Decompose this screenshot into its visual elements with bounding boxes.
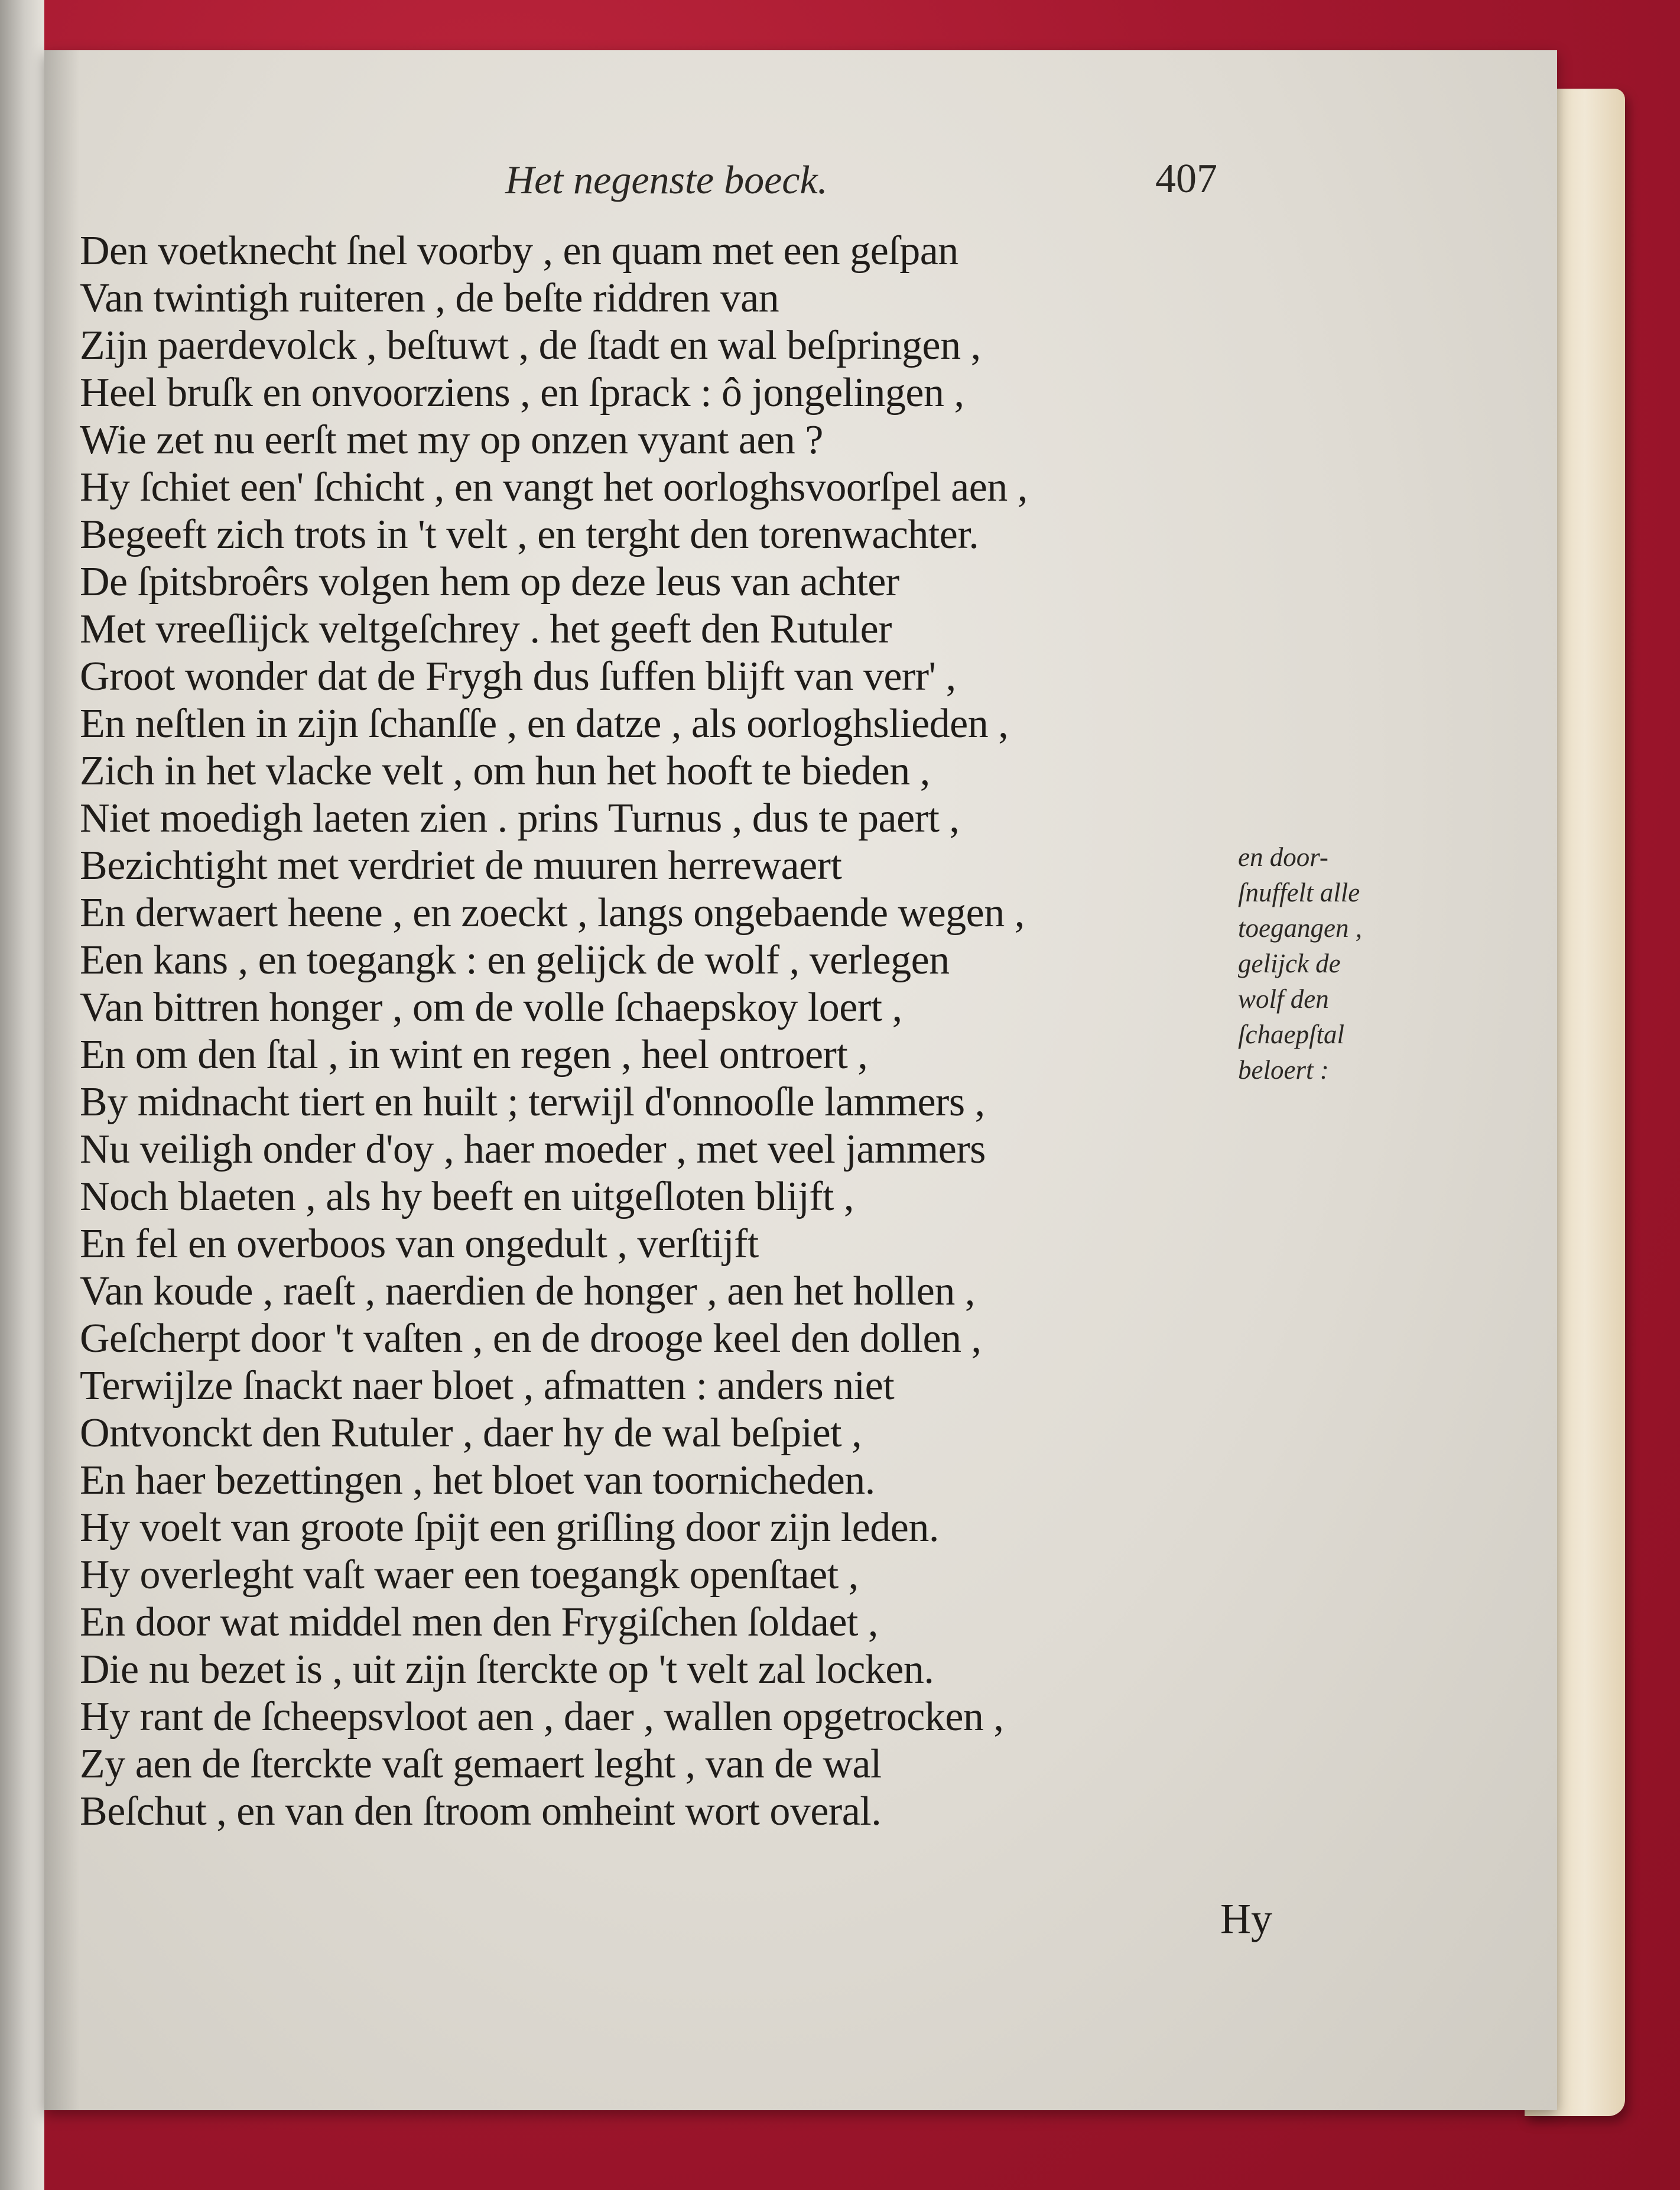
verse-line: Zy aen de ſterckte vaſt gemaert leght , van de wal bbox=[80, 1741, 882, 1787]
verse-line: Begeeft zich trots in 't velt , en terght den torenwachter. bbox=[80, 512, 979, 557]
verse-line: Beſchut , en van den ſtroom omheint wort overal. bbox=[80, 1789, 882, 1834]
book-page bbox=[44, 50, 1557, 2110]
gutter-shadow bbox=[44, 50, 80, 2110]
catchword: Hy bbox=[1220, 1895, 1272, 1942]
page-number: 407 bbox=[1155, 156, 1217, 202]
marginal-note-line: toegangen , bbox=[1238, 913, 1362, 943]
verse-line: Zijn paerdevolck , beſtuwt , de ſtadt en wal beſpringen , bbox=[80, 323, 981, 368]
verse-line: En door wat middel men den Frygiſchen ſoldaet , bbox=[80, 1599, 878, 1645]
verse-text bbox=[80, 228, 1262, 1835]
verse-line: Den voetknecht ſnel voorby , en quam met een geſpan bbox=[80, 228, 958, 274]
verse-line: Bezichtight met verdriet de muuren herrewaert bbox=[80, 843, 842, 888]
marginal-note-line: wolf den bbox=[1238, 984, 1329, 1014]
verse-line: Heel bruſk en onvoorziens , en ſprack : ô jongelingen , bbox=[80, 370, 964, 416]
verse-line: Met vreeſlijck veltgeſchrey . het geeft den Rutuler bbox=[80, 606, 892, 652]
verse-line: Van twintigh ruiteren , de beſte riddren van bbox=[80, 275, 779, 321]
verse-line: De ſpitsbroêrs volgen hem op deze leus van achter bbox=[80, 559, 899, 605]
verse-line: Niet moedigh laeten zien . prins Turnus , dus te paert , bbox=[80, 796, 960, 841]
running-head: Het negenste boeck. bbox=[505, 157, 828, 202]
verse-line: Hy overleght vaſt waer een toegangk openſtaet , bbox=[80, 1552, 859, 1598]
verse-line: Terwijlze ſnackt naer bloet , afmatten : anders niet bbox=[80, 1363, 895, 1409]
verse-line: En derwaert heene , en zoeckt , langs ongebaende wegen , bbox=[80, 890, 1025, 936]
verse-line: Hy voelt van groote ſpijt een griſling door zijn leden. bbox=[80, 1505, 939, 1550]
marginal-note-line: ſnuffelt alle bbox=[1238, 878, 1360, 907]
verse-line: Van bittren honger , om de volle ſchaepskoy loert , bbox=[80, 985, 902, 1030]
marginal-note-line: en door- bbox=[1238, 842, 1328, 872]
verse-line: Wie zet nu eerſt met my op onzen vyant aen ? bbox=[80, 417, 823, 463]
verse-line: En haer bezettingen , het bloet van toornicheden. bbox=[80, 1458, 875, 1503]
verse-line: Nu veiligh onder d'oy , haer moeder , met veel jammers bbox=[80, 1127, 986, 1172]
verse-line: Hy ſchiet een' ſchicht , en vangt het oorloghsvoorſpel aen , bbox=[80, 465, 1028, 510]
verse-line: En om den ſtal , in wint en regen , heel ontroert , bbox=[80, 1032, 868, 1078]
verse-line: Zich in het vlacke velt , om hun het hooft te bieden , bbox=[80, 748, 930, 794]
verse-line: En neſtlen in zijn ſchanſſe , en datze , als oorloghslieden , bbox=[80, 701, 1009, 747]
verse-line: By midnacht tiert en huilt ; terwijl d'onnooſle lammers , bbox=[80, 1079, 985, 1125]
verse-line: Geſcherpt door 't vaſten , en de drooge keel den dollen , bbox=[80, 1316, 982, 1361]
verse-line: Die nu bezet is , uit zijn ſterckte op 't velt zal locken. bbox=[80, 1647, 934, 1692]
verse-line: Van koude , raeſt , naerdien de honger , aen het hollen , bbox=[80, 1268, 975, 1314]
verse-line: Noch blaeten , als hy beeft en uitgeſloten blijft , bbox=[80, 1174, 854, 1219]
verse-line: Ontvonckt den Rutuler , daer hy de wal beſpiet , bbox=[80, 1410, 862, 1456]
adjacent-page-edge bbox=[0, 0, 44, 2190]
marginal-note-line: ſchaepſtal bbox=[1238, 1020, 1344, 1049]
marginal-note-line: beloert : bbox=[1238, 1055, 1329, 1085]
verse-line: En fel en overboos van ongedult , verſtijft bbox=[80, 1221, 759, 1267]
verse-line: Groot wonder dat de Frygh dus ſuffen blijft van verr' , bbox=[80, 654, 956, 699]
marginal-note-line: gelijck de bbox=[1238, 949, 1341, 978]
marginal-note bbox=[1238, 839, 1439, 1088]
verse-line: Hy rant de ſcheepsvloot aen , daer , wallen opgetrocken , bbox=[80, 1694, 1004, 1740]
verse-line: Een kans , en toegangk : en gelijck de wolf , verlegen bbox=[80, 937, 950, 983]
